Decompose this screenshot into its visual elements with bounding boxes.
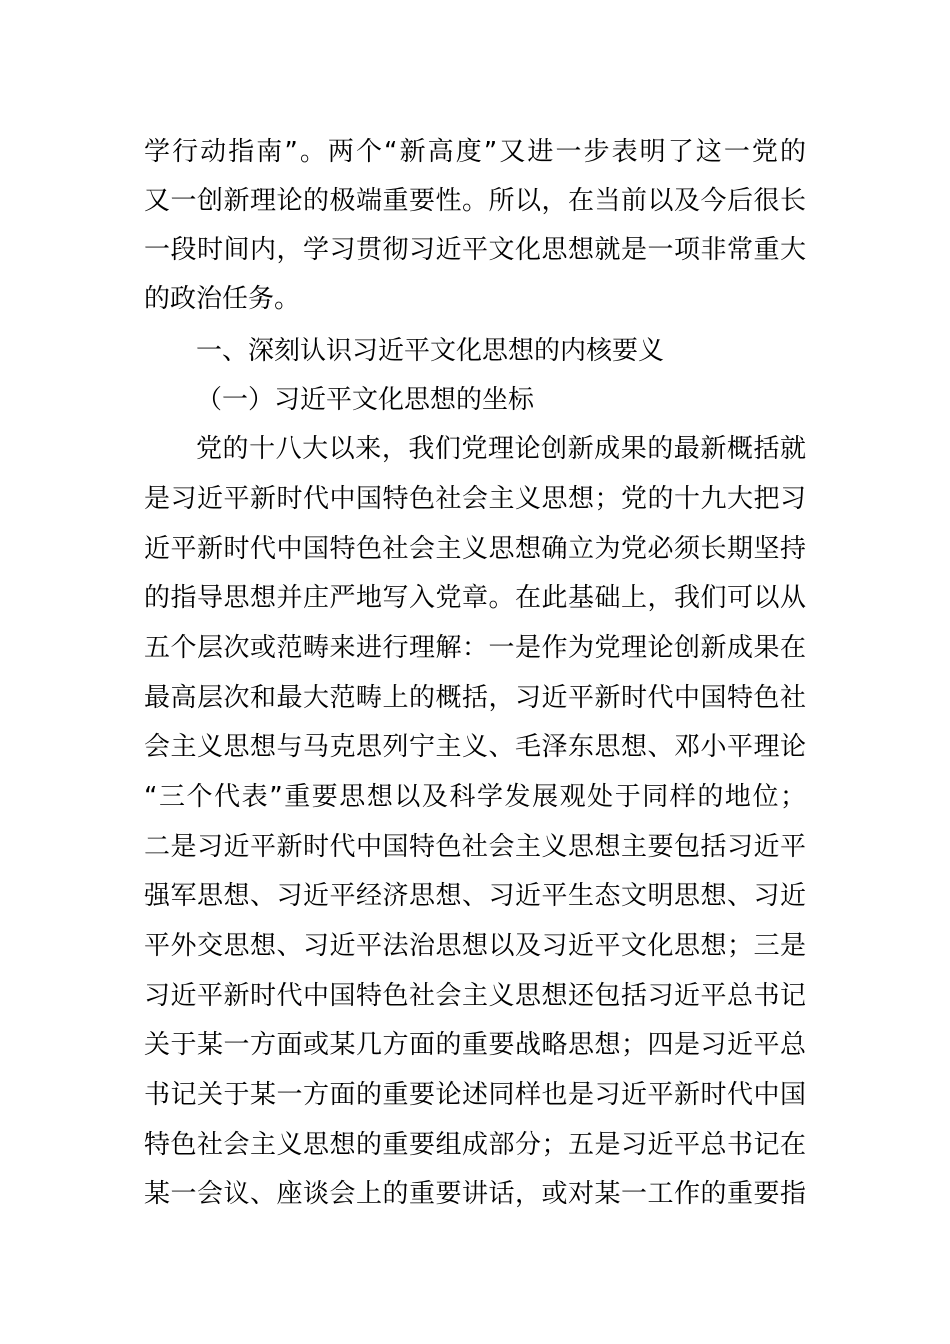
paragraph-line: 会主义思想与马克思列宁主义、毛泽东思想、邓小平理论: [144, 732, 806, 762]
subsection-heading: （一）习近平文化思想的坐标: [196, 385, 535, 415]
paragraph-line: 习近平新时代中国特色社会主义思想还包括习近平总书记: [144, 981, 806, 1011]
section-heading: 一、深刻认识习近平文化思想的内核要义: [196, 336, 665, 366]
paragraph-line: “三个代表”重要思想以及科学发展观处于同样的地位；: [144, 782, 806, 812]
paragraph-line: 强军思想、习近平经济思想、习近平生态文明思想、习近: [144, 881, 806, 911]
paragraph-line: 又一创新理论的极端重要性。所以，在当前以及今后很长: [144, 186, 806, 216]
paragraph-line: 党的十八大以来，我们党理论创新成果的最新概括就: [196, 434, 806, 464]
paragraph-line: 五个层次或范畴来进行理解：一是作为党理论创新成果在: [144, 633, 806, 663]
paragraph-line: 二是习近平新时代中国特色社会主义思想主要包括习近平: [144, 832, 806, 862]
paragraph-line: 的指导思想并庄严地写入党章。在此基础上，我们可以从: [144, 583, 806, 613]
paragraph-line: 关于某一方面或某几方面的重要战略思想；四是习近平总: [144, 1030, 806, 1060]
paragraph-line: 平外交思想、习近平法治思想以及习近平文化思想；三是: [144, 931, 806, 961]
paragraph-line: 近平新时代中国特色社会主义思想确立为党必须长期坚持: [144, 534, 806, 564]
paragraph-line: 特色社会主义思想的重要组成部分；五是习近平总书记在: [144, 1130, 806, 1160]
paragraph-line: 最高层次和最大范畴上的概括，习近平新时代中国特色社: [144, 683, 806, 713]
paragraph-line: 书记关于某一方面的重要论述同样也是习近平新时代中国: [144, 1080, 806, 1110]
paragraph-line: 的政治任务。: [144, 284, 301, 314]
paragraph-line: 某一会议、座谈会上的重要讲话，或对某一工作的重要指: [144, 1179, 806, 1209]
paragraph-line: 是习近平新时代中国特色社会主义思想；党的十九大把习: [144, 484, 806, 514]
paragraph-line: 学行动指南”。两个“新高度”又进一步表明了这一党的: [144, 137, 806, 167]
paragraph-line: 一段时间内，学习贯彻习近平文化思想就是一项非常重大: [144, 235, 806, 265]
